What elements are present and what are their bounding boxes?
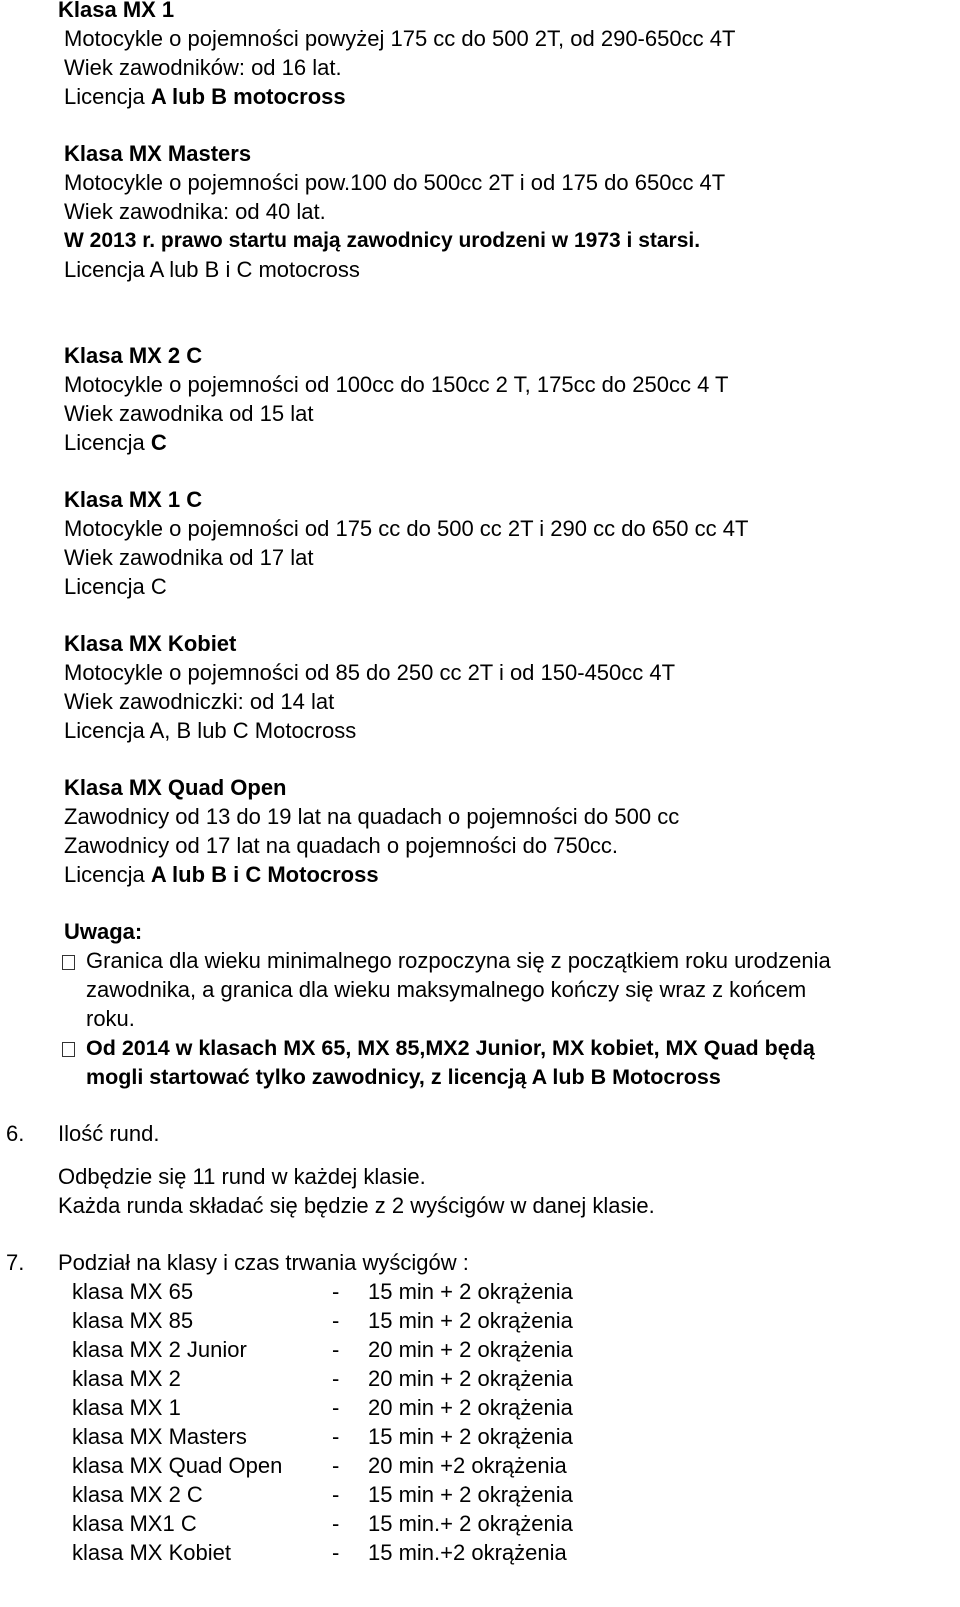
mx1c-title: Klasa MX 1 C xyxy=(64,487,203,512)
class-name: klasa MX1 C xyxy=(72,1511,197,1536)
mx2c-license: Licencja C xyxy=(64,430,167,455)
kobiet-title: Klasa MX Kobiet xyxy=(64,631,237,656)
mx1c-age: Wiek zawodnika od 17 lat xyxy=(64,545,314,570)
bullet-2 xyxy=(62,1035,75,1061)
class-dash: - xyxy=(332,1395,340,1420)
bullet-1 xyxy=(62,948,75,974)
class-dash: - xyxy=(332,1424,340,1449)
class-name: klasa MX 65 xyxy=(72,1279,194,1304)
mx1c-license: Licencja C xyxy=(64,574,167,599)
kobiet-age: Wiek zawodniczki: od 14 lat xyxy=(64,689,335,714)
class-time: 20 min + 2 okrążenia xyxy=(368,1366,573,1391)
class-time: 20 min +2 okrążenia xyxy=(368,1453,567,1478)
mx1-license: Licencja A lub B motocross xyxy=(64,84,346,109)
class-time: 15 min + 2 okrążenia xyxy=(368,1308,573,1333)
class-time: 15 min.+2 okrążenia xyxy=(368,1540,567,1565)
mx2c-title: Klasa MX 2 C xyxy=(64,343,203,368)
note-2-line-2: mogli startować tylko zawodnicy, z licencją A lub B Motocross xyxy=(86,1065,721,1089)
uwaga-title: Uwaga: xyxy=(64,919,143,944)
class-time: 15 min.+ 2 okrążenia xyxy=(368,1511,573,1536)
class-name: klasa MX Masters xyxy=(72,1424,247,1449)
rounds-count: Odbędzie się 11 rund w każdej klasie. xyxy=(58,1164,426,1189)
quad-license: Licencja A lub B i C Motocross xyxy=(64,862,379,887)
class-time: 20 min + 2 okrążenia xyxy=(368,1395,573,1420)
class-name: klasa MX Quad Open xyxy=(72,1453,283,1478)
bullet-box-icon xyxy=(62,955,75,970)
mx1-age: Wiek zawodników: od 16 lat. xyxy=(64,55,342,80)
quad-age-750: Zawodnicy od 17 lat na quadach o pojemności do 750cc. xyxy=(64,833,619,858)
mx2c-engine: Motocykle o pojemności od 100cc do 150cc 2 T, 175cc do 250cc 4 T xyxy=(64,372,729,397)
class-name: klasa MX 2 xyxy=(72,1366,181,1391)
class-time: 15 min + 2 okrążenia xyxy=(368,1482,573,1507)
class-name: klasa MX Kobiet xyxy=(72,1540,231,1565)
class-dash: - xyxy=(332,1366,340,1391)
section-7-number: 7. xyxy=(6,1250,25,1275)
kobiet-license: Licencja A, B lub C Motocross xyxy=(64,718,357,743)
class-time: 15 min + 2 okrążenia xyxy=(368,1424,573,1449)
quad-age-500: Zawodnicy od 13 do 19 lat na quadach o pojemności do 500 cc xyxy=(64,804,680,829)
class-time: 15 min + 2 okrążenia xyxy=(368,1279,573,1304)
section-6-number: 6. xyxy=(6,1121,25,1146)
class-dash: - xyxy=(332,1482,340,1507)
mx2c-age: Wiek zawodnika od 15 lat xyxy=(64,401,314,426)
masters-age: Wiek zawodnika: od 40 lat. xyxy=(64,199,326,224)
masters-title: Klasa MX Masters xyxy=(64,141,252,166)
masters-license: Licencja A lub B i C motocross xyxy=(64,257,360,282)
masters-engine: Motocykle o pojemności pow.100 do 500cc 2T i od 175 do 650cc 4T xyxy=(64,170,726,195)
section-6-title: Ilość rund. xyxy=(58,1121,160,1146)
quad-title: Klasa MX Quad Open xyxy=(64,775,287,800)
note-1-line-2: zawodnika, a granica dla wieku maksymalnego kończy się wraz z końcem xyxy=(86,977,807,1002)
bullet-box-icon xyxy=(62,1042,75,1057)
mx1-title: Klasa MX 1 xyxy=(58,0,175,22)
note-2-line-1: Od 2014 w klasach MX 65, MX 85,MX2 Junior, MX kobiet, MX Quad będą xyxy=(86,1036,815,1060)
class-name: klasa MX 2 C xyxy=(72,1482,203,1507)
class-time: 20 min + 2 okrążenia xyxy=(368,1337,573,1362)
section-7-title: Podział na klasy i czas trwania wyścigów : xyxy=(58,1250,469,1275)
note-1-line-1: Granica dla wieku minimalnego rozpoczyna się z początkiem roku urodzenia xyxy=(86,948,831,973)
class-dash: - xyxy=(332,1511,340,1536)
class-dash: - xyxy=(332,1540,340,1565)
class-dash: - xyxy=(332,1337,340,1362)
class-dash: - xyxy=(332,1279,340,1304)
class-name: klasa MX 1 xyxy=(72,1395,181,1420)
mx1-engine: Motocykle o pojemności powyżej 175 cc do 500 2T, od 290-650cc 4T xyxy=(64,26,736,51)
masters-eligibility: W 2013 r. prawo startu mają zawodnicy urodzeni w 1973 i starsi. xyxy=(64,229,701,252)
class-dash: - xyxy=(332,1453,340,1478)
class-dash: - xyxy=(332,1308,340,1333)
mx1c-engine: Motocykle o pojemności od 175 cc do 500 cc 2T i 290 cc do 650 cc 4T xyxy=(64,516,749,541)
races-per-round: Każda runda składać się będzie z 2 wyścigów w danej klasie. xyxy=(58,1193,655,1218)
class-name: klasa MX 2 Junior xyxy=(72,1337,247,1362)
note-1-line-3: roku. xyxy=(86,1006,135,1031)
kobiet-engine: Motocykle o pojemności od 85 do 250 cc 2T i od 150-450cc 4T xyxy=(64,660,676,685)
class-name: klasa MX 85 xyxy=(72,1308,194,1333)
